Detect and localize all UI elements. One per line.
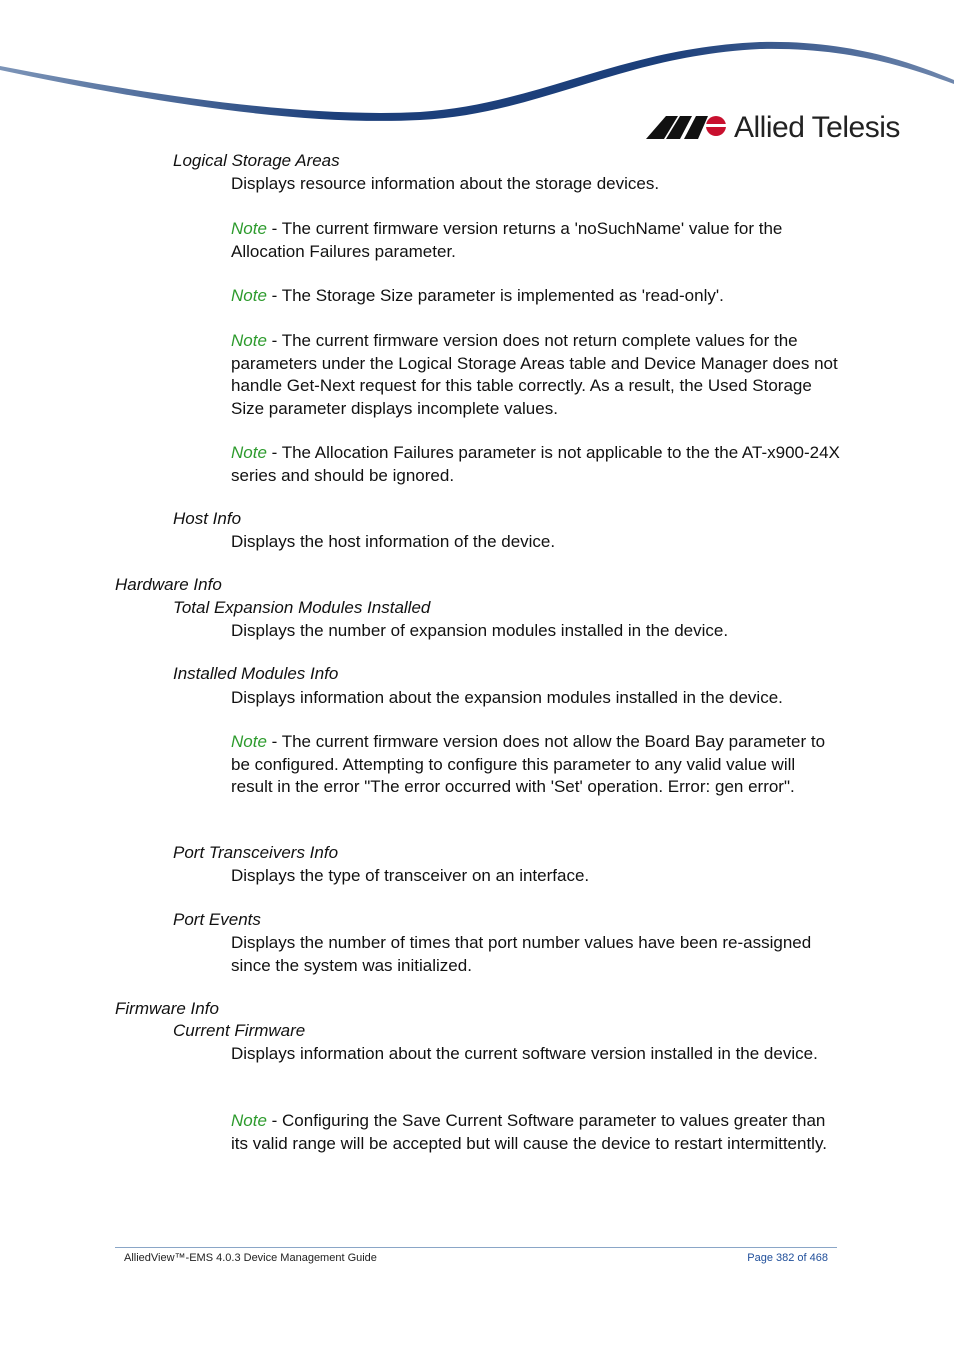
heading-host-info: Host Info xyxy=(173,509,242,528)
note-label: Note xyxy=(231,443,267,462)
port-transceivers-description: Displays the type of transceiver on an interface. xyxy=(231,866,590,885)
heading-installed-modules-info: Installed Modules Info xyxy=(173,664,339,683)
note-label: Note xyxy=(231,286,267,305)
footer-divider xyxy=(115,1247,837,1248)
host-info-description: Displays the host information of the device. xyxy=(231,532,556,551)
note-text: - The current firmware version does not allow the Board Bay parameter to be configured. Attempting to configure this parameter to any valid value will result in the error "The error occurred with 'Set' operation. Error: gen error". xyxy=(231,732,826,796)
note-label: Note xyxy=(231,219,267,238)
note-label: Note xyxy=(231,331,267,350)
heading-firmware-info: Firmware Info xyxy=(115,999,219,1018)
heading-logical-storage-areas: Logical Storage Areas xyxy=(173,151,340,170)
note-text: - The current firmware version returns a 'noSuchName' value for the Allocation Failures parameter. xyxy=(231,219,783,261)
note-allocation-failures xyxy=(231,218,841,263)
port-events-description: Displays the number of times that port number values have been re-assigned since the system was initialized. xyxy=(231,933,812,975)
note-text: - The Allocation Failures parameter is not applicable to the the AT-x900-24X series and should be ignored. xyxy=(231,443,840,485)
note-save-current-software xyxy=(231,1110,841,1155)
logical-storage-description: Displays resource information about the storage devices. xyxy=(231,174,660,193)
note-text: - The Storage Size parameter is implemented as 'read-only'. xyxy=(266,286,724,305)
logo-mark-icon xyxy=(646,108,728,148)
current-firmware-description: Displays information about the current software version installed in the device. xyxy=(231,1044,818,1063)
total-expansion-description: Displays the number of expansion modules installed in the device. xyxy=(231,621,729,640)
note-x900-series xyxy=(231,442,841,487)
installed-modules-description: Displays information about the expansion modules installed in the device. xyxy=(231,688,783,707)
note-incomplete-values xyxy=(231,330,841,420)
note-text: - The current firmware version does not return complete values for the parameters under the Logical Storage Areas table and Device Manager does not handle Get-Next request for this table correctly. As a result, the Used Storage Size parameter displays incomplete values. xyxy=(231,331,838,418)
note-label: Note xyxy=(231,1111,267,1130)
note-storage-size xyxy=(231,285,841,308)
footer-document-title: AlliedView™-EMS 4.0.3 Device Management Guide xyxy=(124,1252,377,1264)
heading-total-expansion-modules: Total Expansion Modules Installed xyxy=(173,598,431,617)
heading-port-events: Port Events xyxy=(173,910,261,929)
note-text: - Configuring the Save Current Software parameter to values greater than its valid range will be accepted but will cause the device to restart intermittently. xyxy=(231,1111,827,1153)
note-board-bay xyxy=(231,731,841,799)
logo-text: Allied Telesis xyxy=(734,111,900,144)
heading-current-firmware: Current Firmware xyxy=(173,1021,306,1040)
allied-telesis-logo xyxy=(646,108,906,148)
heading-hardware-info: Hardware Info xyxy=(115,575,222,594)
heading-port-transceivers-info: Port Transceivers Info xyxy=(173,843,339,862)
footer-page-number: Page 382 of 468 xyxy=(747,1252,828,1264)
note-label: Note xyxy=(231,732,267,751)
